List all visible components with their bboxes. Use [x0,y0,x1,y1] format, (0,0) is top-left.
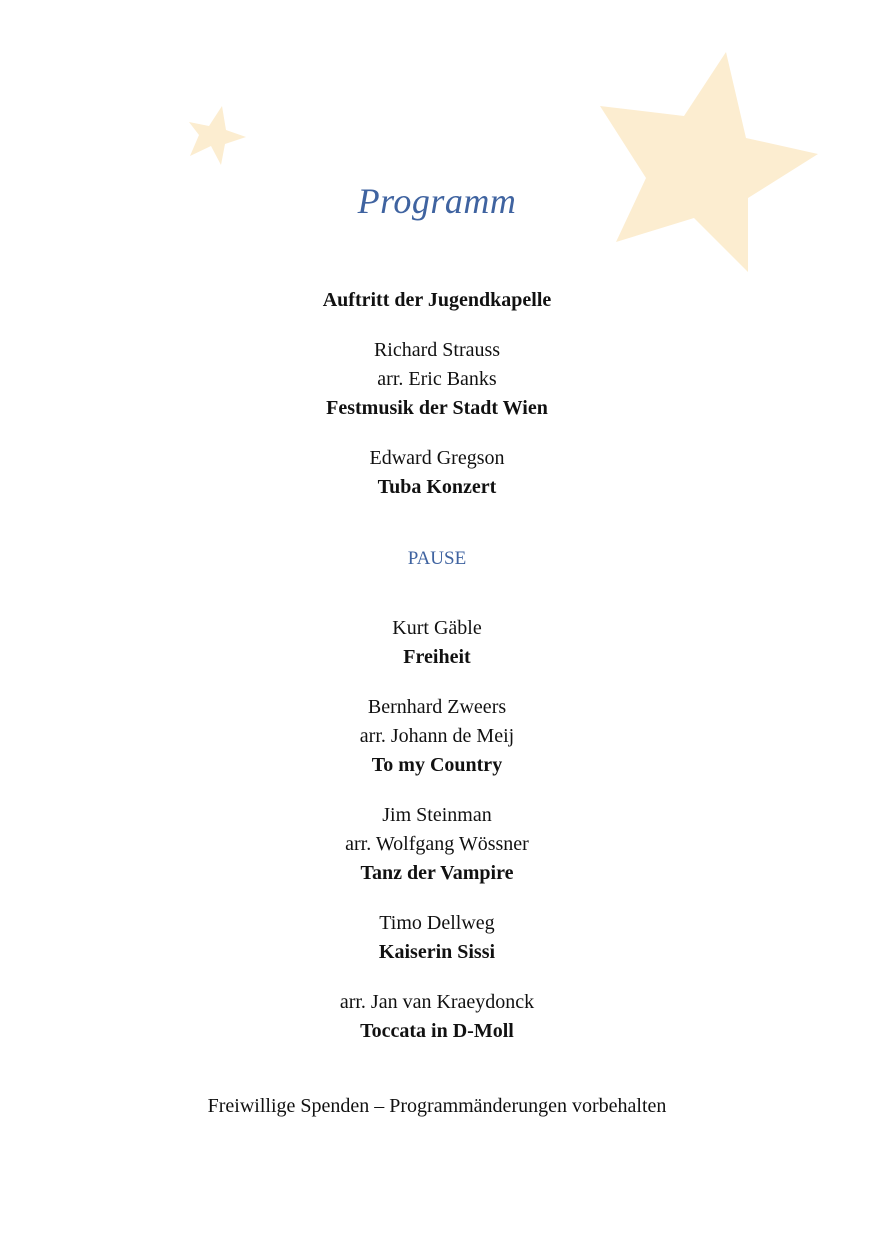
composer: Kurt Gäble [392,617,482,639]
footer-note: Freiwillige Spenden – Programmänderungen vorbehalten [207,1095,667,1117]
work-title: To my Country [371,754,503,776]
pause-label: PAUSE [407,548,467,569]
work-title: Toccata in D-Moll [360,1020,514,1042]
composer: Richard Strauss [373,339,501,361]
work-title: Tuba Konzert [377,476,497,498]
arranger: arr. Johann de Meij [359,725,515,747]
work-title: Freiheit [403,646,471,668]
program-entry [0,614,874,672]
composer: Jim Steinman [382,804,492,826]
work-title: Kaiserin Sissi [378,941,496,963]
program-entry [0,909,874,967]
star-icon [186,104,248,166]
program-entry [0,444,874,502]
arranger: arr. Eric Banks [377,368,497,390]
page-title: Programm [357,181,517,221]
program-list [0,286,874,1046]
composer: Timo Dellweg [379,912,495,934]
composer: Bernhard Zweers [367,696,507,718]
arranger: arr. Jan van Kraeydonck [339,991,535,1013]
program-entry [0,693,874,780]
star-icon [598,50,820,274]
program-entry [0,801,874,888]
program-entry [0,988,874,1046]
composer: Edward Gregson [369,447,505,469]
arranger: arr. Wolfgang Wössner [345,833,529,855]
work-title: Tanz der Vampire [360,862,514,884]
program-intro: Auftritt der Jugendkapelle [322,289,552,311]
work-title: Festmusik der Stadt Wien [326,397,548,419]
program-entry [0,336,874,423]
